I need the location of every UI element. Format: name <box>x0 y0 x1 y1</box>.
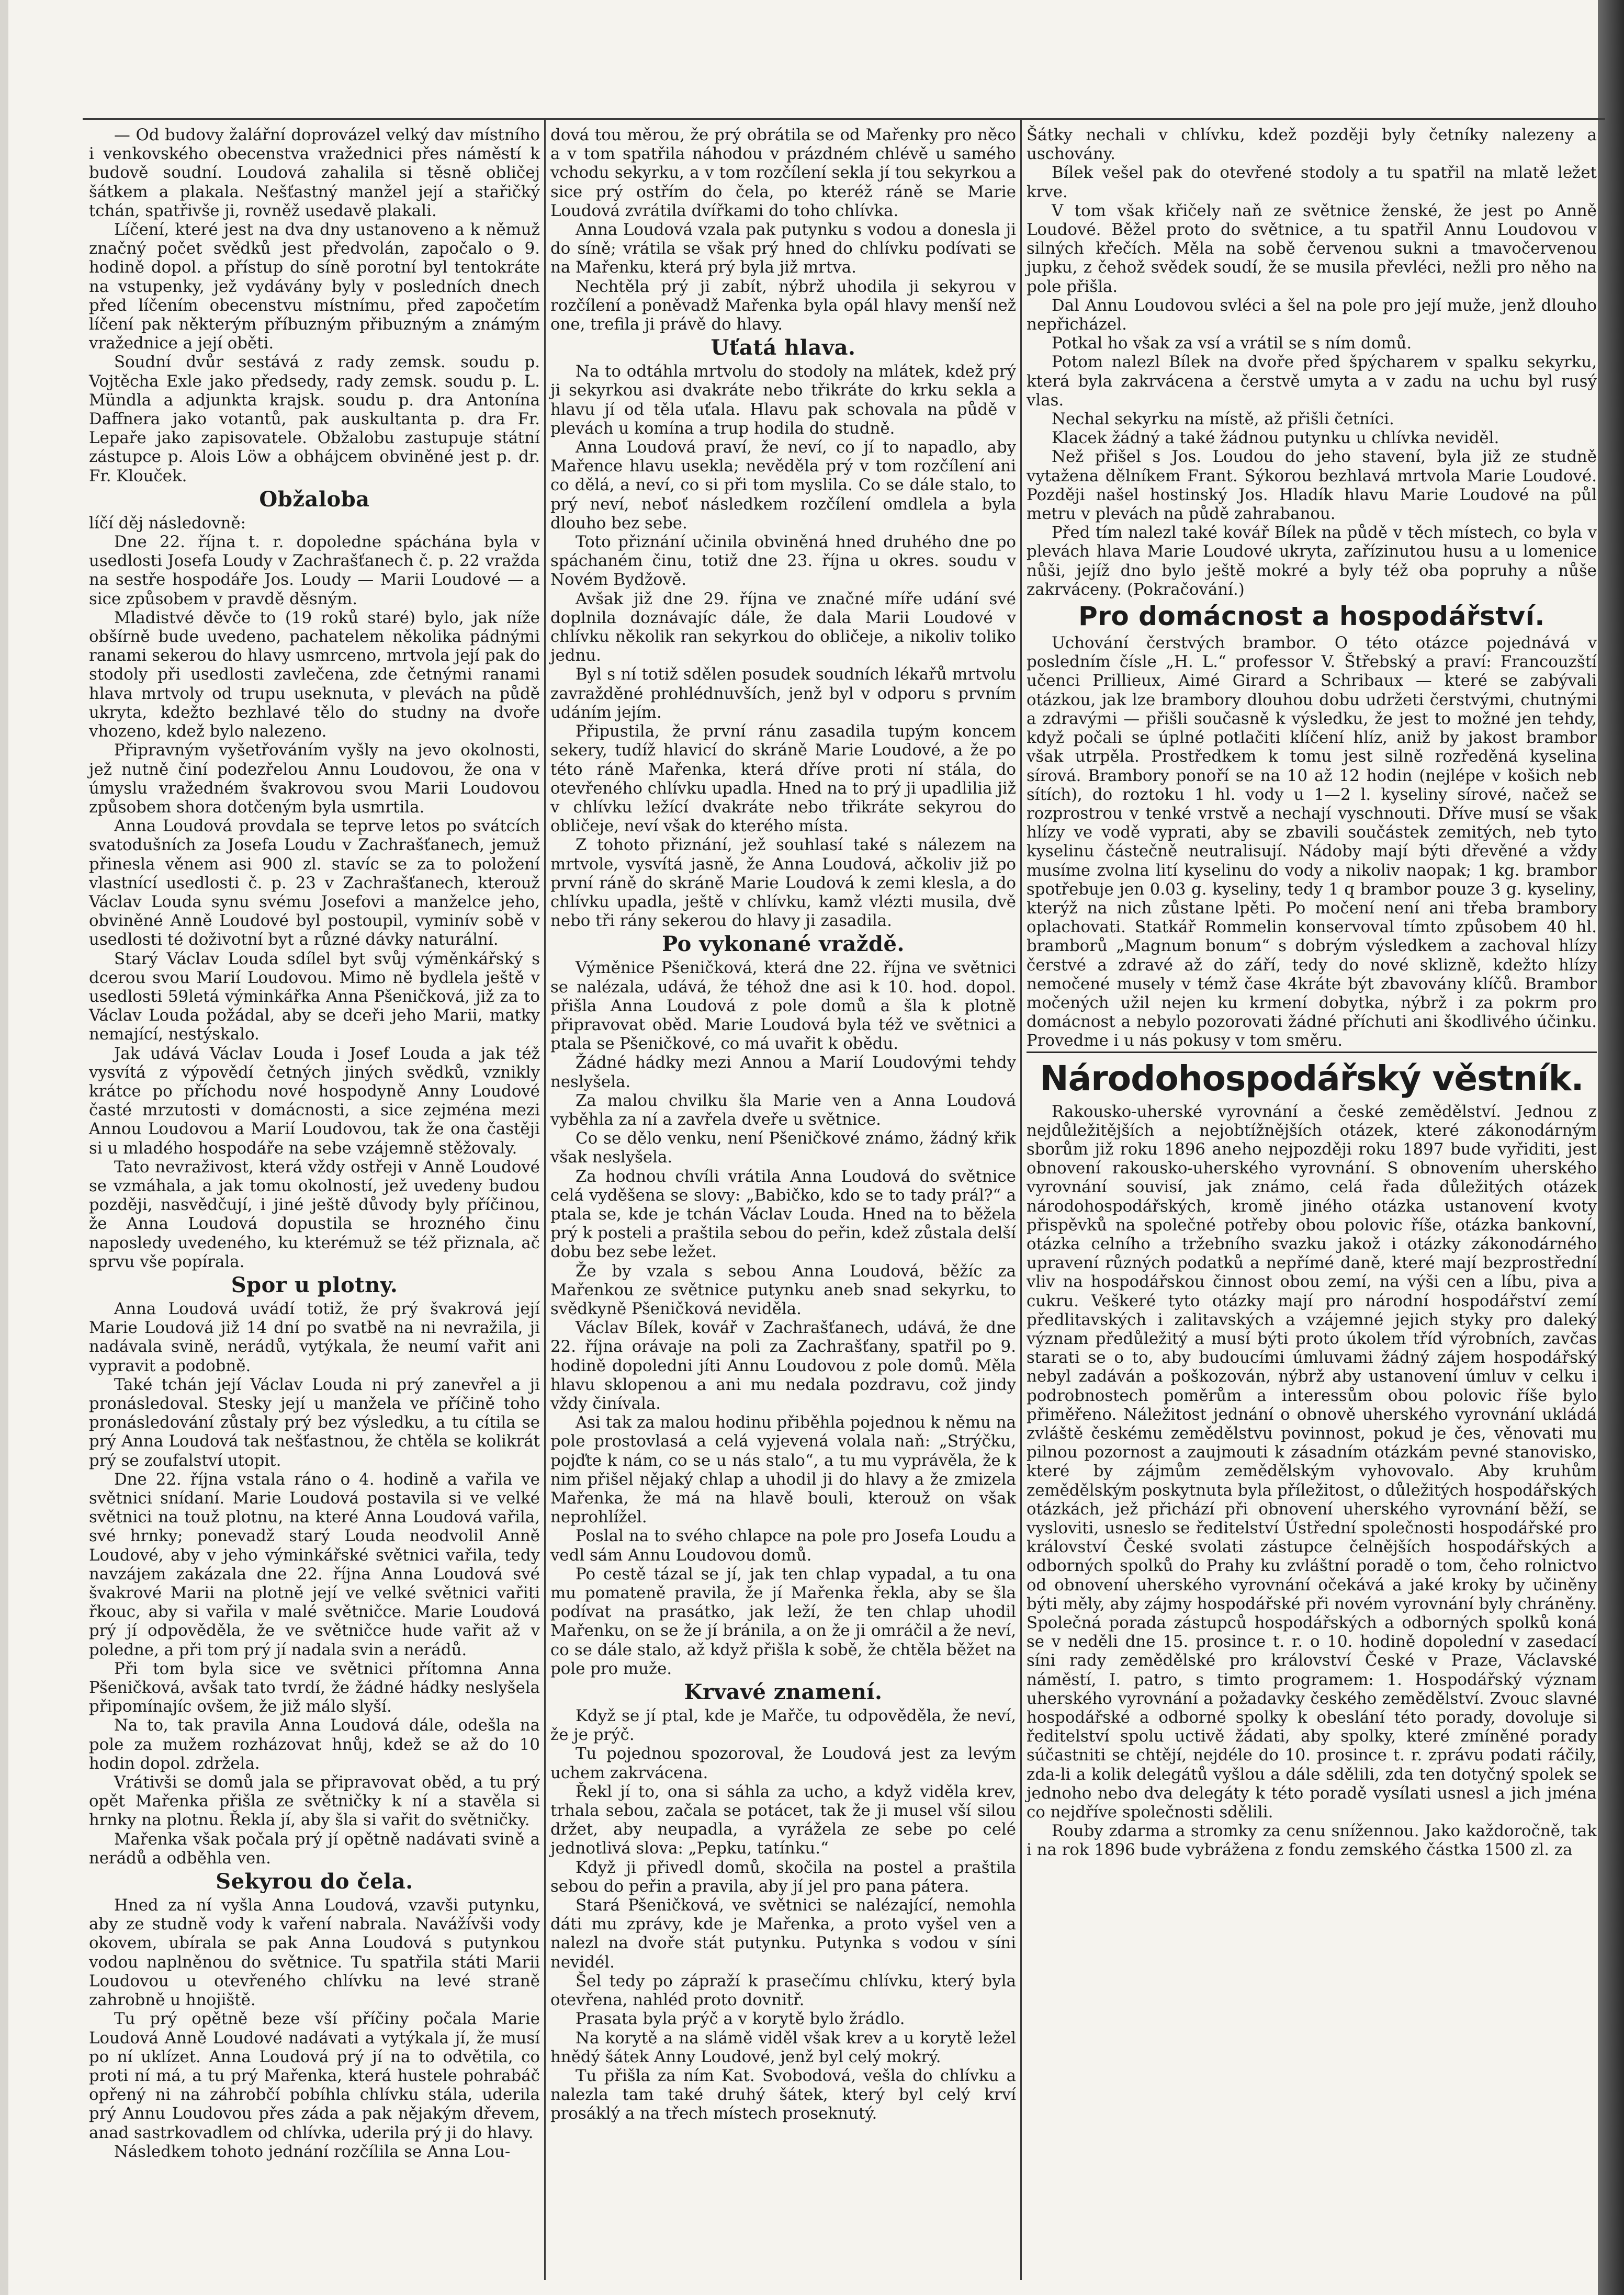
column-rule-1 <box>544 119 546 2280</box>
paragraph: Tu pojednou spozoroval, že Loudová jest za levým uchem zakrvácena. <box>550 1744 1016 1782</box>
paragraph: Co se dělo venku, není Pšeničkové známo, žádný křik však neslyšela. <box>550 1129 1016 1167</box>
paragraph: Hned za ní vyšla Anna Loudová, vzavši putynku, aby ze studně vody k vaření nabrala. Navážívši vody okovem, ubírala se pak Anna Loudová s putynkou vodou naplněnou do světnice. Tu spatřila státi Marii Loudovou u otevřeného chlívku na levé straně zahrobně u hnojiště. <box>89 1896 540 2010</box>
paragraph: Stará Pšeničková, ve světnici se nalézající, nemohla dáti mu zprávy, kde je Mařenka, a proto vyšel ven a nalezl na dvoře stát putynku. Putynka s vodou v síni nevidél. <box>550 1896 1016 1972</box>
paragraph: Že by vzala s sebou Anna Loudová, běžíc za Mařenkou ze světnice putynku aneb snad sekyrku, to svědkyně Pšeničková neviděla. <box>550 1261 1016 1318</box>
paragraph: Poslal na to svého chlapce na pole pro Josefa Loudu a vedl sám Annu Loudovou domů. <box>550 1527 1016 1565</box>
paragraph: Za hodnou chvíli vrátila Anna Loudová do světnice celá vyděšena se slovy: „Babičko, kdo se to tady prál?“ a ptala se, kde je tchán Václav Louda. Hned na to běžela prý k posteli a praštila sebou do peřin, kdež zůstala delší dobu bez sebe ležet. <box>550 1167 1016 1262</box>
paragraph: Avšak již dne 29. října ve značné míře udání své doplnila doznávajíc dále, že dala Marii Loudové v chlívku několik ran sekyrkou do obličeje, a nikoliv toliko jednu. <box>550 589 1016 665</box>
paragraph: dová tou měrou, že prý obrátila se od Mařenky pro něco a v tom spatřila náhodou v prázdném chlévě u samého vchodu sekyrku, a v tom rozčílení sekla jí tou sekyrkou a sice prý ostřím do čela, po kteréž ráně se Marie Loudová zvrátila dvířkami do toho chlívka. <box>550 126 1016 220</box>
paragraph: Václav Bílek, kovář v Zachrašťanech, udává, že dne 22. října orávaje na poli za Zachrašťany, spatřil po 9. hodině dopoledni jíti Annu Loudovou z pole domů. Měla hlavu sklopenou a ani mu nedala pozdravu, což jindy vždy činívala. <box>550 1318 1016 1413</box>
paragraph: Mařenka však počala prý jí opětně nadávati svině a nerádů a odběhla ven. <box>89 1829 540 1868</box>
paragraph: Líčení, které jest na dva dny ustanoveno a k němuž značný počet svědků jest předvolán, započalo o 9. hodině dopol. a přístup do síně porotní byl tentokráte na vstupenky, jež vydávány byly v posledních dnech před líčením obecenstvu místnímu, před započetím líčení pak některým příbuzným přibuzným a známým vražednice a její oběti. <box>89 220 540 353</box>
section-heading: Spor u plotny. <box>231 1272 398 1297</box>
paragraph: Žádné hádky mezi Annou a Marií Loudovými tehdy neslyšela. <box>550 1053 1016 1091</box>
section-heading: Sekyrou do čela. <box>216 1869 413 1894</box>
paragraph: Když ji přivedl domů, skočila na postel a praštila sebou do peřin a pravila, aby jí jel pro pana pátera. <box>550 1858 1016 1896</box>
paragraph: Bílek vešel pak do otevřené stodoly a tu spatřil na mlatě ležet krve. <box>1027 163 1597 201</box>
paragraph: Následkem tohoto jednání rozčílila se Anna Lou- <box>114 2142 511 2161</box>
paragraph: Při tom byla sice ve světnici přítomna Anna Pšeničková, avšak tato tvrdí, že žádné hádky neslyšela připomínajíc ovšem, že již málo slyší. <box>89 1659 540 1716</box>
paragraph: Na to, tak pravila Anna Loudová dále, odešla na pole za mužem rozházovat hnůj, kdež se až do 10 hodin dopol. zdržela. <box>89 1716 540 1773</box>
column-rule-2 <box>1020 119 1022 2280</box>
paragraph: Starý Václav Louda sdílel byt svůj výměnkářský s dcerou svou Marií Loudovou. Mimo ně bydlela ještě v usedlosti 59letá výminkářka Anna Pšeničková, již za to Václav Louda požádal, aby se dceři jeho Marii, matky nemající, nestýskalo. <box>89 949 540 1044</box>
paragraph: Připustila, že první ránu zasadila tupým koncem sekery, tudíž hlavicí do skráně Marie Loudové, a že po této ráně Mařenka, která dříve proti ní stála, do otevřeného chlívku upadla. Hned na to prý ji upadlilia již v chlívku ležící dvakráte nebo třikráte sekyrou do obličeje, neví však do kterého místa. <box>550 722 1016 836</box>
section-heading: Krvavé znamení. <box>684 1680 883 1705</box>
paragraph: Také tchán její Václav Louda ni prý zanevřel a ji pronásledoval. Stesky její u manžela ve příčině toho pronásledování zůstaly prý bez výsledku, a tu cítila se prý Anna Loudová tak nešťastnou, že chtěla se kolikrát prý se zoufalství utopit. <box>89 1375 540 1470</box>
paragraph: Po cestě tázal se jí, jak ten chlap vypadal, a tu ona mu pomateně pravila, že jí Mařenka řekla, aby se šla podívat na prasátko, jak leží, že ten chlap uhodil Mařenku, on se že jí bránila, a on že ji omráčil a že neví, co se dále stalo, až když přišla k sobě, že chtěla běžet na pole pro muže. <box>550 1564 1016 1678</box>
paragraph: Za malou chvilku šla Marie ven a Anna Loudová vyběhla za ní a zavřela dveře u světnice. <box>550 1091 1016 1129</box>
paragraph: Dne 22. října vstala ráno o 4. hodině a vařila ve světnici snídaní. Marie Loudová postavila si ve velké světnici na touž plotnu, na které Anna Loudová vařila, své hrnky; ponevadž starý Louda neodvolil Anně Loudové, aby v jeho výminkářské světnici vařila, tedy navzájem zakázala dne 22. října Anna Loudová své švakrové Marii na plotně její ve velké světnici vařiti řkouc, aby si vařila v malé světničce. Marie Loudová prý jí odpověděla, že ve světničce hude vařit až v poledne, a při tom prý jí nadala svin a nerádů. <box>89 1469 540 1659</box>
paragraph: Tato nevraživost, která vždy ostřeji v Anně Loudové se vzmáhala, a jak tomu okolností, jež uvedeny budou později, nasvědčují, i jiné ještě důvody byly příčinou, že Anna Loudová dopustila se hrozného činu naposledy uvedeného, ku kterémuž se též přiznala, ač sprvu vše popírala. <box>89 1157 540 1271</box>
paragraph: Byl s ní totiž sdělen posudek soudních lékařů mrtvolu zavražděné prohlédnuvších, jenž byl v odporu s prvním udáním jejím. <box>550 665 1016 722</box>
paragraph: Z tohoto přiznání, jež souhlasí také s nálezem na mrtvole, vysvítá jasně, že Anna Loudová, ačkoliv již po první ráně do skráně Marie Loudová k zemi klesla, a do chlívku upadla, ještě v chlívku, kamž vlézti musila, dvě nebo tři rány sekerou do hlavy ji zasadila. <box>550 835 1016 931</box>
paragraph: Dne 22. října t. r. dopoledne spáchána byla v usedlosti Josefa Loudy v Zachrašťanech č. p. 22 vražda na sestře hospodáře Jos. Loudy — Marii Loudové — a sice způsobem v pravdě děsným. <box>89 533 540 608</box>
paragraph: V tom však křičely naň ze světnice ženské, že jest po Anně Loudové. Běžel proto do světnice, a tu spatřil Annu Loudovou v silných křečích. Měla na sobě červenou sukni a tmavočervenou jupku, z čehož svědek soudí, že se musila převléci, nežli pro něho na pole přišla. <box>1027 201 1597 296</box>
column-3 <box>1027 126 1597 1860</box>
paragraph: Rouby zdarma a stromky za cenu snížennou. Jako každoročně, tak i na rok 1896 bude vybrážena z fondu zemského částka 1500 zl. za <box>1027 1822 1597 1860</box>
paragraph: Na to odtáhla mrtvolu do stodoly na mlátek, kdež prý ji sekyrkou asi dvakráte nebo třikráte do krku sekla a hlavu jí od těla uťala. Hlavu pak schovala na půdě v plevách u komína a trup hodila do studně. <box>550 362 1016 438</box>
column-2 <box>550 126 1016 2123</box>
paragraph: Anna Loudová praví, že neví, co jí to napadlo, aby Mařence hlavu usekla; nevěděla prý v tom rozčílení ani co dělá, a neví, co si při tom myslila. Co se dále stalo, to prý neví, neboť následkem rozčílení omdlela a byla dlouho bez sebe. <box>550 438 1016 533</box>
paragraph: Vrátivši se domů jala se připravovat oběd, a tu prý opět Mařenka přišla ze světničky k ní a stavěla si hrnky na plotnu. Řekla jí, aby šla si vařit do světničky. <box>89 1773 540 1830</box>
paragraph: Anna Loudová provdala se teprve letos po svátcích svatodušních za Josefa Loudu v Zachrašťanech, jemuž přinesla věnem asi 900 zl. stavíc se za to položení vlastnící usedlosti č. p. 23 v Zachrašťanech, kterouž Václav Louda synu svému Josefovi a manželce jeho, obviněné Anně Loudové byl postoupil, vyminív sobě v usedlosti té doživotní byt a různé dávky naturální. <box>89 817 540 949</box>
paragraph: Připravným vyšetřováním vyšly na jevo okolnosti, jež nutně činí podezřelou Annu Loudovou, že ona v úmyslu vražedném švakrovou svou Marii Loudovou způsobem shora dotčeným byla usmrtila. <box>89 741 540 817</box>
paragraph: Potom nalezl Bílek na dvoře před špýcharem v spalku sekyrku, která byla zakrvácena a čerstvě umyta a v zadu na uchu byl rusý vlas. <box>1027 353 1597 410</box>
paragraph: Než přišel s Jos. Loudou do jeho stavení, byla již ze studně vytažena dělníkem Frant. Sýkorou bezhlavá mrtvola Marie Loudové. Později našel hostinský Jos. Hladík hlavu Marie Loudové na půl metru v plevách na půdě zahrabanou. <box>1027 447 1597 524</box>
paragraph: Jak udává Václav Louda i Josef Louda a jak též vysvítá z výpovědí četných jiných svědků, vznikly krátce po příchodu nové hospodyně Anny Loudové časté mrzutosti v domácnosti, a sice zejména mezi Annou Loudovou a Marií Loudovou, tak že ona častěji si u mladého hospodáře na sebe vzájemně stěžovaly. <box>89 1044 540 1158</box>
top-rule <box>83 118 1605 120</box>
left-scan-edge <box>0 0 8 2295</box>
section-heading: Uťatá hlava. <box>710 335 856 360</box>
paragraph: Tu přišla za ním Kat. Svobodová, vešla do chlívku a nalezla tam také druhý šátek, který byl celý krví prosáklý a na třech místech proseknutý. <box>550 2066 1016 2123</box>
paragraph: Když se jí ptal, kde je Mařče, tu odpověděla, že neví, že je prýč. <box>550 1706 1016 1745</box>
paragraph: Anna Loudová uvádí totiž, že prý švakrová její Marie Loudová již 14 dní po svatbě na ni nevražila, ji nadávala svině, nerádů, vytýkala, že neumí vařit ani vypravit a podobně. <box>89 1299 540 1375</box>
paragraph: Potkal ho však za vsí a vrátil se s ním domů. <box>1052 334 1412 353</box>
paragraph: Tu prý opětně beze vší příčiny počala Marie Loudová Anně Loudové nadávati a vytýkala jí, že musí po ní uklízet. Anna Loudová prý jí na to odvětila, co proti ní má, a tu prý Mařenka, která hustele pohrabáč opřený ni na záhrobčí pobíhla chlívku stála, uderila prý Annu Loudovou přes záda a pak nějakým dřevem, anad sastrkovadlem od chlívka, uderila prý ji do hlavy. <box>89 2009 540 2142</box>
column-1 <box>89 126 540 2161</box>
section-heading: Po vykonané vraždě. <box>662 932 905 957</box>
paragraph: Šátky nechali v chlívku, kdež později byly četníky nalezeny a uschovány. <box>1027 126 1597 164</box>
paragraph: Asi tak za malou hodinu přiběhla pojednou k němu na pole prostovlasá a celá vyjevená volala naň: „Strýčku, pojďte k nám, co se u nás stalo“, a tu mu vyprávěla, že k nim přišel nějaký chlap a uhodil ji do hlavy a že zmizela Mařenka, že má na hlavě bouli, kterouž on však neprohlížel. <box>550 1413 1016 1527</box>
top-margin <box>0 0 1624 48</box>
paragraph: Nechtěla prý ji zabít, nýbrž uhodila ji sekyrou v rozčílení a poněvadž Mařenka byla opál hlavy menší než one, trefila ji právě do hlavy. <box>550 277 1016 334</box>
paragraph: Soudní dvůr sestává z rady zemsk. soudu p. Vojtěcha Exle jako předsedy, rady zemsk. soudu p. L. Mündla a adjunkta krajsk. soudu p. dra Antonína Daffnera jako votantů, pak auskultanta p. dra Fr. Lepaře jako zapisovatele. Obžalobu zastupuje státní zástupce p. Alois Löw a obhájcem obviněné jest p. dr. Fr. Klouček. <box>89 353 540 485</box>
paragraph: Prasata byla prýč a v korytě bylo žrádlo. <box>576 2009 905 2029</box>
section-heading: Pro domácnost a hospodářství. <box>1078 601 1545 632</box>
right-scan-edge <box>1598 0 1624 2295</box>
paragraph: Výměnice Pšeničková, která dne 22. října ve světnici se nalézala, udává, že téhož dne asi k 10. hod. dopol. přišla Anna Loudová z pole domů a šla k plotně připravovat oběd. Marie Loudová byla též ve světnici a ptala se Pšeničkové, co má uvařit k obědu. <box>550 958 1016 1054</box>
paragraph: Šel tedy po zápraží k prasečímu chlívku, který byla otevřena, nahléd proto dovnitř. <box>550 1971 1016 2010</box>
paragraph: líčí děj následovně: <box>89 513 246 533</box>
paragraph: Na korytě a na slámě viděl však krev a u korytě ležel hnědý šátek Anny Loudové, jenž byl celý mokrý. <box>550 2028 1016 2066</box>
paragraph: Řekl jí to, ona si sáhla za ucho, a když viděla krev, trhala sebou, začala se potácet, tak že ji musel vší silou držet, aby neupadla, a vyrážela ze sebe po celé jednotlivá slova: „Pepku, tatínku.“ <box>550 1782 1016 1858</box>
paragraph: Uchování čerstvých brambor. O této otázce pojednává v posledním čísle „H. L.“ professor V. Štřebský a praví: Francouzští učenci Prillieux, Aimé Girard a Schribaux — které se zabývali otázkou, jak lze brambory dlouhou dobu udržeti čerstvými, chutnými a zdravými — přišli současně k výsledku, že jest to možné jen tehdy, když počali se úplné potlačiti klíčení hlíz, aniž by jakost brambor však utrpěla. Prostředkem k tomu jest silně rozředěná kyselina sírová. Brambory ponoří se na 10 až 12 hodin (nejlépe v košich neb sítích), do roztoku 1 hl. vody u 1—2 l. kyseliny sírové, načež se rozprostrou v tenké vrstvě a nechají vyschnouti. Dříve musí se však hlízy ve vodě vyprati, aby se zbavili součástek zemitých, neb tyto kyselinu částečně neutralisují. Nádoby mají býti dřevěné a vždy musíme zvolna lití kyselinu do vody a nikoliv naopak; 1 kg. brambor spotřebuje jen 0.03 g. kyseliny, tedy 1 q brambor pouze 3 g. kyseliny, kterýž na nich zůstane lpěti. Po močení není ani třeba brambory oplachovati. Statkář Rommelin konservoval tímto způsobem 40 hl. bramborů „Magnum bonum“ s dobrým výsledkem a zachoval hlízy čerstvé a zdravé až do září, tedy do nové sklizně, kdežto hlízy nemočené musely v témž čase 4kráte být zbavovány klíčů. Brambor močených užil nejen ku krmení dobytka, nýbrž i za pokrm pro domácnost a nebylo pozorovati žádné příchuti ani škodlivého účinku. Provedme i u nás pokusy v tom směru. <box>1027 634 1597 1050</box>
section-heading: Národohospodářský věstník. <box>1027 1052 1597 1101</box>
paragraph: — Od budovy žalářní doprovázel velký dav místního i venkovského obecenstva vražednici přes náměstí k budově soudní. Loudová zahalila si těsně obličej šátkem a plakala. Nešťastný manžel její a stařičký tchán, spatřivše ji, rovněž usedavě plakali. <box>89 126 540 220</box>
section-heading: Obžaloba <box>259 487 370 512</box>
paragraph: Klacek žádný a také žádnou putynku u chlívka neviděl. <box>1052 428 1499 448</box>
paragraph: Toto přiznání učinila obviněná hned druhého dne po spáchaném činu, totiž dne 23. října u okres. soudu v Novém Bydžově. <box>550 533 1016 590</box>
paragraph: Nechal sekyrku na místě, až přišli četníci. <box>1052 410 1394 429</box>
paragraph: Rakousko-uherské vyrovnání a české zemědělství. Jednou z nejdůležitějších a nejobtížnějších otázek, které zákonodárným sborům již roku 1896 aneho nejpozději roku 1897 bude vyřiditi, jest obnovení rakousko-uherského vyrovnání. S obnovením uherského vyrovnání souvisí, jak známo, celá řada důležitých otázek národohospodářských, kromě jiného otázka ustanovení kvoty přispěvků na společné potřeby obou polovic říše, otázka bankovní, otázka celního a tržebního svazku jakož i otázky zákonodárného upravení různých podatků a nepřímé daně, které mají bezprostřední vliv na hospodářskou činnost obou zemí, na výši cen a líbu, piva a cukru. Veškeré tyto otázky mají pro národní hospodářství zemí předlitavských i zalitavských a vzájemné jejich styky pro daleký význam předůležitý a musí býti proto úkolem tříd výrobních, zavčas starati se o to, aby budoucími úmluvami žádný zájem hospodářský nebyl zadáván a poškozován, nýbrž aby ustanovení úmluv v celku i podrobnostech poměrům a interessům obou polovic říše bylo přiměřeno. Náležitost jednání o obnově uherského vyrovnání ukládá zvláště českému zemědělstvu povinnost, pokud je čes, věnovati mu pilnou pozornost a zaujmouti k zásadním otázkám pevné stanovisko, které by zájmům zemědělským vyhovovalo. Aby kruhům zemědělským poskytnuta byla příležitost, o důležitých hospodářských otázkách, jež přichází při obnovení uherského vyrovnání běží, se vysloviti, usneslo se ředitelství Ústřední společnosti hospodářské pro království České svolati zástupce čelnějších hospodářských a odborných spolků do Prahy ku zvláštní poradě o tom, čeho rolnictvo od obnovení uherského vyrovnání očekává a jaké kroky by učiněny býti měly, aby zájmy hospodářské při novém vyrovnání byly chráněny. Společná porada zástupců hospodářských a odborných spolků koná se v neděli dne 15. prosince t. r. o 10. hodině dopolední v zasedací síni rady zemědělské pro království České v Praze, Václavské náměstí, I. patro, s timto programem: 1. Hospodářský význam uherského vyrovnání a požadavky českého zemědělství. Zvouc slavné hospodářské a odborné spolky k obeslání této porady, dovoluje si ředitelství spolu uctivě žádati, aby spolky, které zmíněné porady súčastniti se chtějí, nejdéle do 10. prosince t. r. zprávu podati ráčily, zda-li a kolik delegátů vyšlou a dále sdělili, zda ten dotyčný spolek se jednoho nebo dva delegáty k této poradě vysílati usnesl a jich jména co nejdříve společnosti sdělili. <box>1027 1102 1597 1822</box>
paragraph: Mladistvé děvče to (19 roků staré) bylo, jak níže obšírně bude uvedeno, pachatelem několika pádnými ranami sekerou do hlavy usmrceno, mrtvola její pak do stodoly při usedlosti zavlečena, zde četnými ranami hlava mrtvoly od trupu useknuta, v plevách na půdě ukryta, kdežto bezhlavé tělo do studny na dvoře vhozeno, kdež bylo nalezeno. <box>89 608 540 741</box>
paragraph: Anna Loudová vzala pak putynku s vodou a donesla ji do síně; vrátila se však prý hned do chlívku podívati se na Mařenku, která prý byla již mrtva. <box>550 220 1016 277</box>
paragraph: Před tím nalezl také kovář Bílek na půdě v těch místech, co byla v plevách hlava Marie Loudové ukryta, zařízinutou husu a u lomenice nůši, jejíž dno bylo ještě mokré a byly též oba popruhy a nůše zakrváceny. (Pokračování.) <box>1027 523 1597 599</box>
paragraph: Dal Annu Loudovou svléci a šel na pole pro její muže, jenž dlouho nepřicházel. <box>1027 296 1597 334</box>
